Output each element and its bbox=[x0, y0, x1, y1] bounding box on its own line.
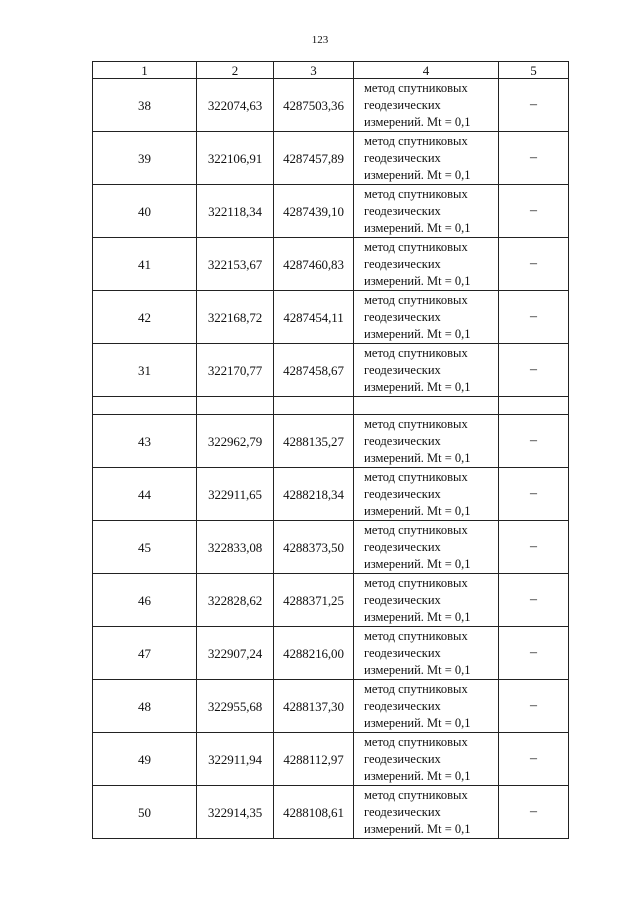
header-cell: 3 bbox=[274, 62, 354, 79]
empty-cell bbox=[197, 397, 274, 415]
dash-cell: – bbox=[499, 733, 569, 786]
coordinates-table bbox=[92, 61, 569, 839]
method-line: измерений. Mt = 0,1 bbox=[364, 379, 471, 394]
header-cell: 4 bbox=[354, 62, 499, 79]
method-line: измерений. Mt = 0,1 bbox=[364, 450, 471, 465]
point-number-cell: 45 bbox=[93, 521, 197, 574]
method-line: геодезических bbox=[364, 804, 441, 819]
table-row bbox=[93, 185, 569, 238]
method-cell bbox=[354, 786, 499, 839]
method-line: измерений. Mt = 0,1 bbox=[364, 662, 471, 677]
method-line: метод спутниковых bbox=[364, 186, 468, 201]
method-line: измерений. Mt = 0,1 bbox=[364, 114, 471, 129]
point-number-cell: 44 bbox=[93, 468, 197, 521]
table-row bbox=[93, 468, 569, 521]
method-line: измерений. Mt = 0,1 bbox=[364, 821, 471, 836]
method-line: геодезических bbox=[364, 751, 441, 766]
x-coordinate-cell: 322962,79 bbox=[197, 415, 274, 468]
table-row bbox=[93, 415, 569, 468]
method-line: метод спутниковых bbox=[364, 469, 468, 484]
x-coordinate-cell: 322907,24 bbox=[197, 627, 274, 680]
method-line: метод спутниковых bbox=[364, 239, 468, 254]
method-cell bbox=[354, 291, 499, 344]
method-cell bbox=[354, 574, 499, 627]
table-row bbox=[93, 786, 569, 839]
method-line: геодезических bbox=[364, 433, 441, 448]
method-cell bbox=[354, 627, 499, 680]
y-coordinate-cell: 4287439,10 bbox=[274, 185, 354, 238]
dash-cell: – bbox=[499, 786, 569, 839]
point-number-cell: 38 bbox=[93, 79, 197, 132]
y-coordinate-cell: 4288371,25 bbox=[274, 574, 354, 627]
x-coordinate-cell: 322911,65 bbox=[197, 468, 274, 521]
method-line: измерений. Mt = 0,1 bbox=[364, 503, 471, 518]
dash-cell: – bbox=[499, 680, 569, 733]
y-coordinate-cell: 4287460,83 bbox=[274, 238, 354, 291]
point-number-cell: 42 bbox=[93, 291, 197, 344]
empty-cell bbox=[93, 397, 197, 415]
dash-cell: – bbox=[499, 79, 569, 132]
x-coordinate-cell: 322833,08 bbox=[197, 521, 274, 574]
x-coordinate-cell: 322911,94 bbox=[197, 733, 274, 786]
y-coordinate-cell: 4287457,89 bbox=[274, 132, 354, 185]
method-line: метод спутниковых bbox=[364, 133, 468, 148]
method-cell bbox=[354, 680, 499, 733]
empty-cell bbox=[354, 397, 499, 415]
dash-cell: – bbox=[499, 521, 569, 574]
point-number-cell: 39 bbox=[93, 132, 197, 185]
header-row bbox=[93, 62, 569, 79]
x-coordinate-cell: 322955,68 bbox=[197, 680, 274, 733]
dash-cell: – bbox=[499, 291, 569, 344]
table-row bbox=[93, 132, 569, 185]
x-coordinate-cell: 322828,62 bbox=[197, 574, 274, 627]
y-coordinate-cell: 4288108,61 bbox=[274, 786, 354, 839]
point-number-cell: 50 bbox=[93, 786, 197, 839]
x-coordinate-cell: 322168,72 bbox=[197, 291, 274, 344]
table-row bbox=[93, 680, 569, 733]
method-line: геодезических bbox=[364, 256, 441, 271]
dash-cell: – bbox=[499, 238, 569, 291]
method-cell bbox=[354, 238, 499, 291]
method-line: измерений. Mt = 0,1 bbox=[364, 167, 471, 182]
y-coordinate-cell: 4288137,30 bbox=[274, 680, 354, 733]
method-line: метод спутниковых bbox=[364, 734, 468, 749]
x-coordinate-cell: 322074,63 bbox=[197, 79, 274, 132]
empty-cell bbox=[274, 397, 354, 415]
table-row bbox=[93, 344, 569, 397]
method-cell bbox=[354, 344, 499, 397]
x-coordinate-cell: 322153,67 bbox=[197, 238, 274, 291]
header-cell: 5 bbox=[499, 62, 569, 79]
y-coordinate-cell: 4287458,67 bbox=[274, 344, 354, 397]
method-cell bbox=[354, 468, 499, 521]
y-coordinate-cell: 4288112,97 bbox=[274, 733, 354, 786]
dash-cell: – bbox=[499, 415, 569, 468]
method-cell bbox=[354, 79, 499, 132]
separator-row bbox=[93, 397, 569, 415]
header-cell: 1 bbox=[93, 62, 197, 79]
table-row bbox=[93, 627, 569, 680]
table-body bbox=[93, 79, 569, 839]
table-row bbox=[93, 733, 569, 786]
y-coordinate-cell: 4287503,36 bbox=[274, 79, 354, 132]
dash-cell: – bbox=[499, 185, 569, 238]
point-number-cell: 41 bbox=[93, 238, 197, 291]
method-cell bbox=[354, 415, 499, 468]
point-number-cell: 40 bbox=[93, 185, 197, 238]
y-coordinate-cell: 4288373,50 bbox=[274, 521, 354, 574]
point-number-cell: 49 bbox=[93, 733, 197, 786]
dash-cell: – bbox=[499, 574, 569, 627]
dash-cell: – bbox=[499, 627, 569, 680]
method-line: измерений. Mt = 0,1 bbox=[364, 326, 471, 341]
method-line: геодезических bbox=[364, 698, 441, 713]
method-line: метод спутниковых bbox=[364, 628, 468, 643]
table-row bbox=[93, 574, 569, 627]
point-number-cell: 46 bbox=[93, 574, 197, 627]
dash-cell: – bbox=[499, 468, 569, 521]
method-line: метод спутниковых bbox=[364, 292, 468, 307]
method-line: геодезических bbox=[364, 97, 441, 112]
method-cell bbox=[354, 185, 499, 238]
dash-cell: – bbox=[499, 132, 569, 185]
point-number-cell: 48 bbox=[93, 680, 197, 733]
x-coordinate-cell: 322106,91 bbox=[197, 132, 274, 185]
method-cell bbox=[354, 521, 499, 574]
method-line: метод спутниковых bbox=[364, 80, 468, 95]
method-cell bbox=[354, 132, 499, 185]
table-row bbox=[93, 238, 569, 291]
page-number: 123 bbox=[311, 34, 329, 46]
method-line: измерений. Mt = 0,1 bbox=[364, 609, 471, 624]
method-line: измерений. Mt = 0,1 bbox=[364, 768, 471, 783]
method-line: геодезических bbox=[364, 150, 441, 165]
method-line: измерений. Mt = 0,1 bbox=[364, 273, 471, 288]
dash-cell: – bbox=[499, 344, 569, 397]
method-line: метод спутниковых bbox=[364, 575, 468, 590]
method-line: метод спутниковых bbox=[364, 416, 468, 431]
y-coordinate-cell: 4287454,11 bbox=[274, 291, 354, 344]
method-line: геодезических bbox=[364, 592, 441, 607]
x-coordinate-cell: 322914,35 bbox=[197, 786, 274, 839]
method-line: измерений. Mt = 0,1 bbox=[364, 220, 471, 235]
method-line: измерений. Mt = 0,1 bbox=[364, 715, 471, 730]
y-coordinate-cell: 4288218,34 bbox=[274, 468, 354, 521]
method-line: геодезических bbox=[364, 539, 441, 554]
method-line: метод спутниковых bbox=[364, 345, 468, 360]
empty-cell bbox=[499, 397, 569, 415]
method-line: метод спутниковых bbox=[364, 787, 468, 802]
method-line: геодезических bbox=[364, 309, 441, 324]
point-number-cell: 43 bbox=[93, 415, 197, 468]
method-line: геодезических bbox=[364, 203, 441, 218]
point-number-cell: 31 bbox=[93, 344, 197, 397]
method-line: метод спутниковых bbox=[364, 681, 468, 696]
header-cell: 2 bbox=[197, 62, 274, 79]
y-coordinate-cell: 4288216,00 bbox=[274, 627, 354, 680]
method-line: геодезических bbox=[364, 362, 441, 377]
table-row bbox=[93, 521, 569, 574]
method-line: метод спутниковых bbox=[364, 522, 468, 537]
method-line: геодезических bbox=[364, 486, 441, 501]
table-row bbox=[93, 291, 569, 344]
method-line: измерений. Mt = 0,1 bbox=[364, 556, 471, 571]
point-number-cell: 47 bbox=[93, 627, 197, 680]
table-row bbox=[93, 79, 569, 132]
x-coordinate-cell: 322118,34 bbox=[197, 185, 274, 238]
x-coordinate-cell: 322170,77 bbox=[197, 344, 274, 397]
method-line: геодезических bbox=[364, 645, 441, 660]
y-coordinate-cell: 4288135,27 bbox=[274, 415, 354, 468]
method-cell bbox=[354, 733, 499, 786]
